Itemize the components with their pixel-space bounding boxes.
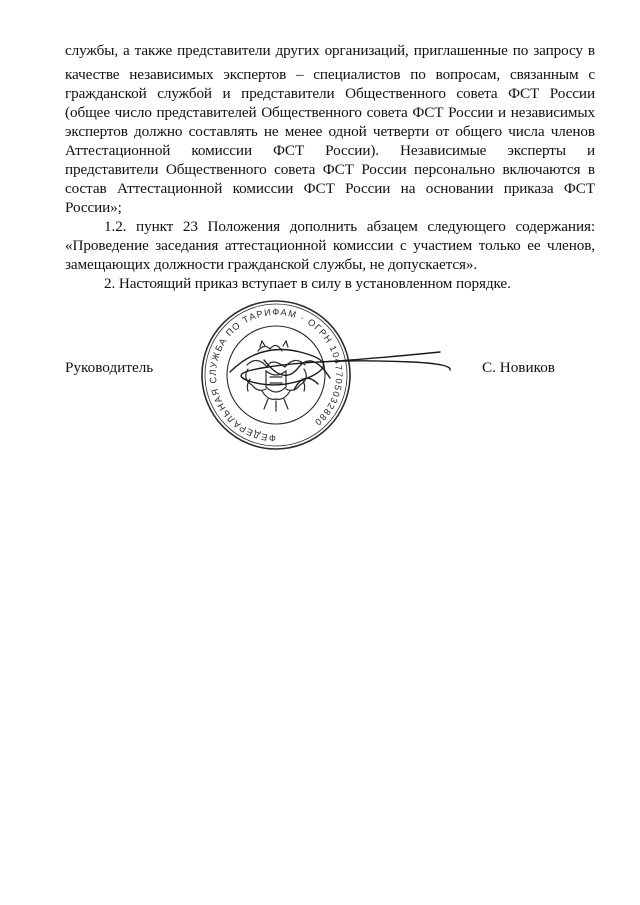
handwritten-signature <box>224 330 454 410</box>
body-line-3: гражданской службой и представители Общественного совета ФСТ России <box>65 85 595 102</box>
paragraph-1-2: 1.2. пункт 23 Положения дополнить абзацем следующего содержания: <box>104 218 595 235</box>
quoted-line-1: «Проведение заседания аттестационной комиссии с участием только ее членов, <box>65 237 595 254</box>
signatory-name: С. Новиков <box>482 359 555 376</box>
body-line-5: экспертов должно составлять не менее одной четверти от общего числа членов <box>65 123 595 140</box>
body-line-9: России»; <box>65 199 122 216</box>
body-line-1: службы, а также представители других организаций, приглашенные по запросу в <box>65 42 595 59</box>
paragraph-2: 2. Настоящий приказ вступает в силу в установленном порядке. <box>104 275 511 292</box>
body-line-7: представители Общественного совета ФСТ России персонально включаются в <box>65 161 595 178</box>
signatory-title: Руководитель <box>65 359 154 376</box>
body-line-6: Аттестационной комиссии ФСТ России). Независимые эксперты и <box>65 142 595 159</box>
quoted-line-2: замещающих должности гражданской службы, не допускается». <box>65 256 478 273</box>
body-line-4: (общее число представителей Общественного совета ФСТ России и независимых <box>65 104 595 121</box>
stamp-ring-text: ФЕДЕРАЛЬНАЯ СЛУЖБА ПО ТАРИФАМ · ОГРН 1047705032880 <box>207 306 345 444</box>
body-line-2: качестве независимых экспертов – специалистов по вопросам, связанным с <box>65 66 595 83</box>
body-line-8: состав Аттестационной комиссии ФСТ России на основании приказа ФСТ <box>65 180 595 197</box>
